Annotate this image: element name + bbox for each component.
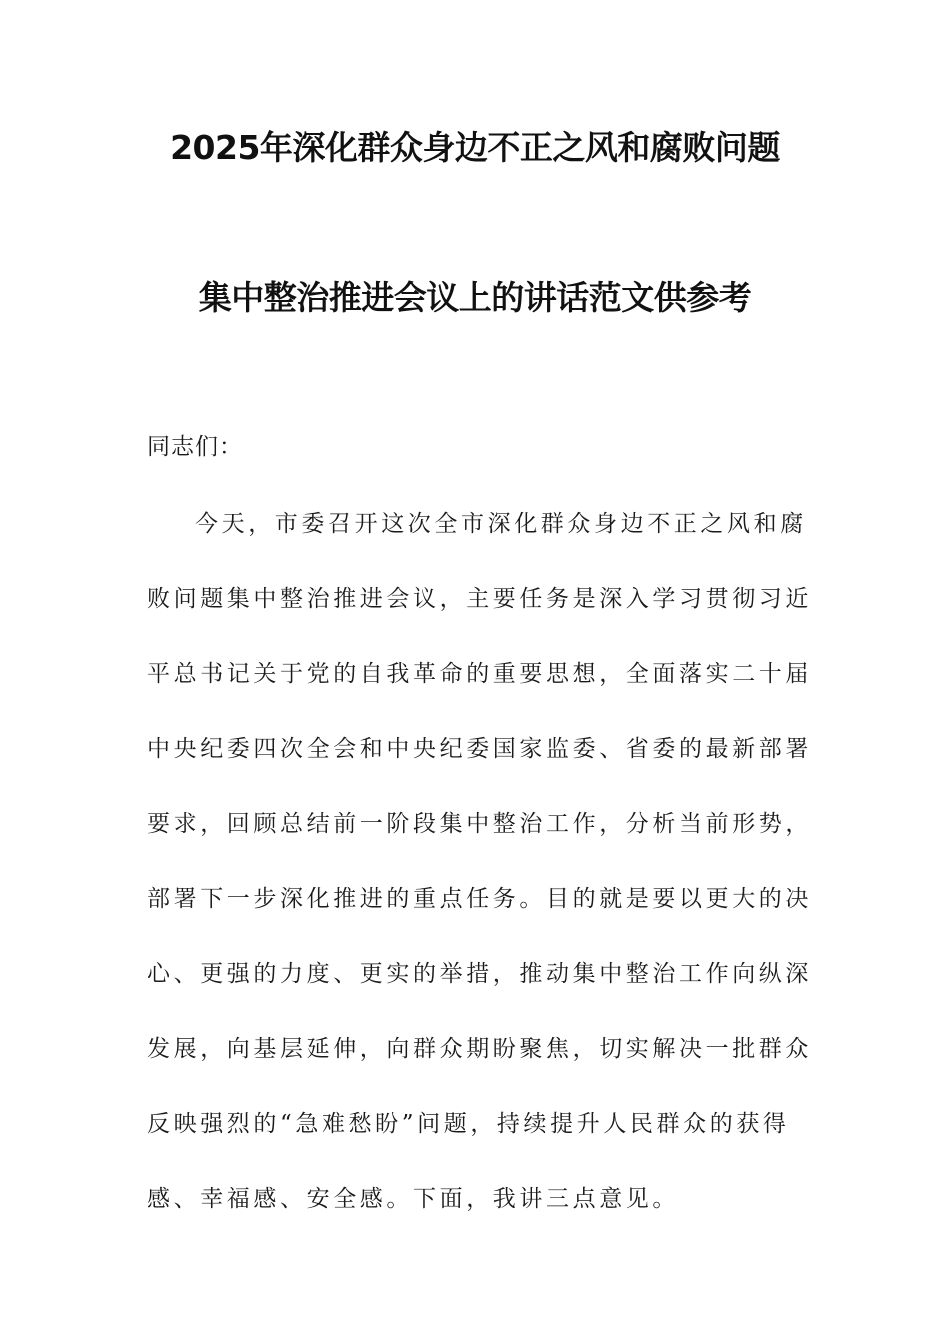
salutation: 同志们：: [147, 434, 243, 460]
paragraph-line: 部署下一步深化推进的重点任务。目的就是要以更大的决: [147, 886, 812, 912]
paragraph-line: 要求，回顾总结前一阶段集中整治工作，分析当前形势，: [147, 811, 812, 837]
title-line-2: 集中整治推进会议上的讲话范文供参考: [198, 278, 752, 317]
title-line-1: 2025年深化群众身边不正之风和腐败问题: [170, 128, 780, 167]
paragraph-line: 感、幸福感、安全感。下面，我讲三点意见。: [147, 1186, 679, 1212]
paragraph-line: 今天，市委召开这次全市深化群众身边不正之风和腐: [195, 511, 807, 537]
paragraph-line: 中央纪委四次全会和中央纪委国家监委、省委的最新部署: [147, 736, 812, 762]
paragraph-line: 反映强烈的“急难愁盼”问题，持续提升人民群众的获得: [147, 1111, 790, 1137]
paragraph-line: 平总书记关于党的自我革命的重要思想，全面落实二十届: [147, 661, 812, 687]
paragraph-line: 败问题集中整治推进会议，主要任务是深入学习贯彻习近: [147, 586, 812, 612]
paragraph-line: 发展，向基层延伸，向群众期盼聚焦，切实解决一批群众: [147, 1036, 812, 1062]
paragraph-line: 心、更强的力度、更实的举措，推动集中整治工作向纵深: [147, 961, 812, 987]
